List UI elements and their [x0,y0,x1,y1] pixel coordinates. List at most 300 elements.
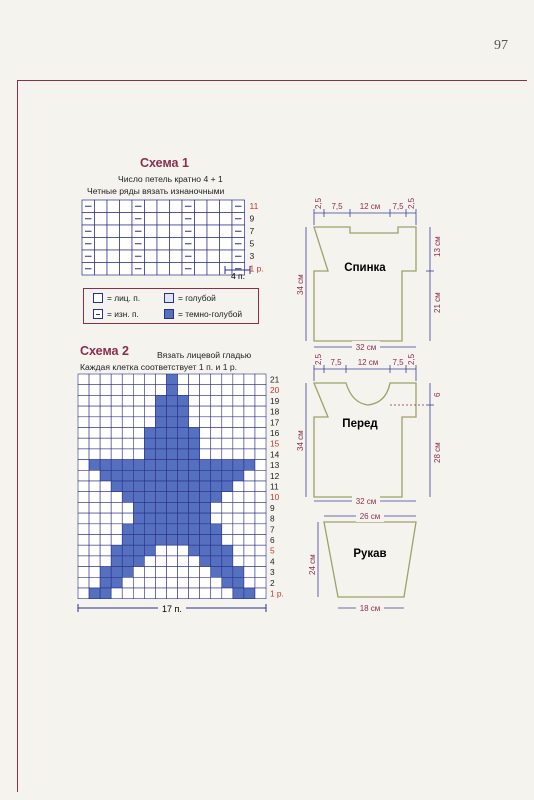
background-cell [211,577,222,588]
scheme1-row-label: 7 [249,226,255,236]
background-cell [133,449,144,460]
star-cell [155,524,166,535]
star-cell [155,460,166,471]
scheme1-cell [195,238,208,251]
background-cell [244,567,255,578]
star-cell [222,460,233,471]
background-cell [111,395,122,406]
background-cell [233,395,244,406]
background-cell [89,535,100,546]
star-cell [144,492,155,503]
scheme1-cell [195,200,208,213]
star-cell [200,460,211,471]
scheme2-row-label: 19 [270,395,280,406]
star-cell [200,481,211,492]
background-cell [211,588,222,599]
background-cell [100,438,111,449]
front-piece [296,353,442,506]
front-width: 32 см [355,497,377,506]
star-cell [233,567,244,578]
background-cell [78,449,89,460]
background-cell [133,406,144,417]
background-cell [244,470,255,481]
star-cell [211,460,222,471]
legend-purl [93,309,139,319]
background-cell [111,438,122,449]
star-cell [100,470,111,481]
scheme1-cell [120,213,133,226]
front-shoulder: 7,5 [330,358,342,367]
scheme1-cell [170,263,183,276]
star-cell [166,428,177,439]
background-cell [255,492,266,503]
star-cell [211,545,222,556]
scheme2-stitch-label: 17 п. [162,604,182,614]
star-cell [189,449,200,460]
scheme2-note-stockinette: Вязать лицевой гладью [157,350,252,360]
star-cell [144,535,155,546]
star-cell [244,460,255,471]
scheme1-cell [170,250,183,263]
scheme2-row-label: 1 р. [270,588,284,599]
scheme1-cell [95,200,108,213]
star-cell [166,406,177,417]
star-cell [189,428,200,439]
background-cell [244,395,255,406]
background-cell [189,385,200,396]
background-cell [155,567,166,578]
scheme1-cell [170,213,183,226]
back-width: 32 см [355,343,377,352]
background-cell [222,438,233,449]
background-cell [189,556,200,567]
scheme1-cell [207,238,220,251]
background-cell [189,417,200,428]
star-cell [155,438,166,449]
star-cell [166,460,177,471]
scheme1-cell [220,250,233,263]
background-cell [122,449,133,460]
scheme1-repeat-label: 4 п. [230,271,246,281]
star-cell [133,524,144,535]
background-cell [100,428,111,439]
background-cell [78,428,89,439]
background-cell [211,438,222,449]
background-cell [122,374,133,385]
star-cell [166,395,177,406]
background-cell [111,588,122,599]
background-cell [255,588,266,599]
background-cell [155,577,166,588]
scheme1-cell [157,200,170,213]
star-cell [189,470,200,481]
legend-light-blue-label: = голубой [178,293,216,303]
background-cell [255,417,266,428]
background-cell [111,524,122,535]
star-cell [178,524,189,535]
star-cell [200,502,211,513]
background-cell [200,395,211,406]
scheme2-row-label: 9 [270,502,275,513]
background-cell [133,428,144,439]
star-cell [178,417,189,428]
background-cell [122,417,133,428]
star-cell [166,385,177,396]
scheme1-cell [195,250,208,263]
background-cell [78,545,89,556]
background-cell [189,406,200,417]
star-cell [189,524,200,535]
scheme1-cell [107,263,120,276]
star-cell [211,524,222,535]
scheme1-cell [195,263,208,276]
background-cell [255,577,266,588]
scheme1-cell [157,213,170,226]
background-cell [89,492,100,503]
background-cell [144,417,155,428]
background-cell [233,481,244,492]
scheme2-row-label: 21 [270,374,280,385]
background-cell [200,449,211,460]
star-cell [211,556,222,567]
scheme2-title: Схема 2 [80,344,129,358]
star-cell [100,577,111,588]
background-cell [211,385,222,396]
legend-knit-label: = лиц. п. [107,293,141,303]
background-cell [200,567,211,578]
scheme1-cell [170,225,183,238]
star-cell [155,502,166,513]
star-cell [166,438,177,449]
star-cell [178,449,189,460]
scheme1-cell [95,225,108,238]
scheme1-cell [120,225,133,238]
front-shoulder-edge: 2,5 [314,353,323,365]
scheme1-cell [120,263,133,276]
background-cell [111,449,122,460]
scheme2-row-labels [270,375,284,599]
front-body-height: 28 см [433,442,442,463]
background-cell [222,406,233,417]
background-cell [111,513,122,524]
background-cell [144,406,155,417]
background-cell [89,385,100,396]
scheme2-note-cell: Каждая клетка соответствует 1 п. и 1 р. [80,362,238,372]
background-cell [211,513,222,524]
background-cell [233,502,244,513]
background-cell [222,417,233,428]
background-cell [233,385,244,396]
background-cell [255,385,266,396]
background-cell [122,513,133,524]
star-cell [233,470,244,481]
star-cell [166,513,177,524]
background-cell [244,577,255,588]
background-cell [244,449,255,460]
star-cell [122,481,133,492]
star-cell [144,449,155,460]
star-cell [133,492,144,503]
background-cell [144,374,155,385]
star-cell [200,524,211,535]
scheme2-row-label: 7 [270,524,275,535]
front-top-ticks [314,365,416,381]
star-cell [222,567,233,578]
background-cell [233,535,244,546]
star-cell [200,492,211,503]
background-cell [100,406,111,417]
background-cell [178,577,189,588]
star-cell [155,513,166,524]
background-cell [178,588,189,599]
background-cell [89,513,100,524]
scheme1-row-label: 11 [249,201,259,211]
background-cell [189,374,200,385]
scheme1-cell [207,225,220,238]
background-cell [211,374,222,385]
scheme1-cell [145,200,158,213]
background-cell [166,567,177,578]
background-cell [244,481,255,492]
star-cell [133,470,144,481]
background-cell [222,428,233,439]
background-cell [222,374,233,385]
star-cell [122,460,133,471]
background-cell [100,524,111,535]
background-cell [78,524,89,535]
background-cell [255,470,266,481]
background-cell [244,438,255,449]
background-cell [244,502,255,513]
star-cell [111,470,122,481]
background-cell [255,395,266,406]
background-cell [133,395,144,406]
back-shoulder-right: 7,5 [392,202,404,211]
star-cell [133,502,144,513]
scheme1-cell [207,250,220,263]
star-cell [111,567,122,578]
scheme1-cell [220,200,233,213]
background-cell [155,588,166,599]
background-cell [122,502,133,513]
background-cell [255,374,266,385]
background-cell [89,428,100,439]
star-cell [233,460,244,471]
background-cell [200,428,211,439]
star-cell [178,502,189,513]
star-cell [178,428,189,439]
star-cell [189,438,200,449]
background-cell [255,438,266,449]
background-cell [78,395,89,406]
star-cell [155,428,166,439]
background-cell [89,406,100,417]
star-cell [211,567,222,578]
back-shoulder: 7,5 [331,202,343,211]
background-cell [244,492,255,503]
pattern-pieces [290,195,460,625]
background-cell [222,502,233,513]
legend-knit [93,293,140,303]
background-cell [78,438,89,449]
star-cell [222,481,233,492]
background-cell [233,406,244,417]
background-cell [255,502,266,513]
star-cell [166,535,177,546]
background-cell [133,374,144,385]
scheme1-cell [95,213,108,226]
scheme2-row-label: 20 [270,385,280,396]
background-cell [222,385,233,396]
background-cell [133,588,144,599]
front-height: 34 см [296,430,305,451]
star-cell [178,492,189,503]
legend-light-blue [164,293,216,303]
scheme1-cell [120,238,133,251]
background-cell [100,502,111,513]
background-cell [166,577,177,588]
background-cell [78,535,89,546]
star-cell [166,374,177,385]
background-cell [255,449,266,460]
star-cell [144,524,155,535]
background-cell [89,470,100,481]
star-cell [166,470,177,481]
star-cell [144,438,155,449]
scheme1-cell [95,238,108,251]
background-cell [200,438,211,449]
background-cell [255,481,266,492]
star-cell [178,395,189,406]
background-cell [111,374,122,385]
background-cell [255,428,266,439]
background-cell [111,385,122,396]
background-cell [78,481,89,492]
star-cell [178,513,189,524]
scheme2-row-label: 14 [270,449,280,460]
background-cell [111,406,122,417]
scheme1-cell [207,213,220,226]
star-cell [222,545,233,556]
scheme1-cell [220,213,233,226]
scheme1-cell [207,263,220,276]
background-cell [78,588,89,599]
star-cell [155,395,166,406]
background-cell [100,513,111,524]
background-cell [111,502,122,513]
star-cell [178,460,189,471]
background-cell [211,395,222,406]
scheme2-row-label: 16 [270,428,280,438]
star-cell [144,502,155,513]
scheme1-cell [170,200,183,213]
background-cell [255,460,266,471]
star-cell [111,481,122,492]
background-cell [133,417,144,428]
star-cell [111,545,122,556]
background-cell [133,567,144,578]
background-cell [211,502,222,513]
star-cell [122,524,133,535]
background-cell [200,406,211,417]
star-cell [222,556,233,567]
star-cell [211,535,222,546]
background-cell [100,535,111,546]
scheme1-title: Схема 1 [140,156,189,170]
star-cell [189,535,200,546]
background-cell [100,545,111,556]
background-cell [78,374,89,385]
star-cell [111,556,122,567]
background-cell [244,406,255,417]
background-cell [200,417,211,428]
page-number: 97 [494,38,508,53]
scheme1-cell [220,238,233,251]
star-cell [144,513,155,524]
back-height: 34 см [296,274,305,295]
background-cell [255,545,266,556]
star-cell [233,577,244,588]
background-cell [122,385,133,396]
background-cell [78,470,89,481]
background-cell [89,438,100,449]
background-cell [189,567,200,578]
background-cell [233,545,244,556]
star-cell [244,588,255,599]
star-cell [155,535,166,546]
background-cell [122,577,133,588]
scheme1-note-repeat: Число петель кратно 4 + 1 [118,174,223,184]
star-cell [133,535,144,546]
background-cell [89,449,100,460]
background-cell [122,406,133,417]
back-armhole: 13 см [433,236,442,257]
background-cell [189,577,200,588]
star-cell [155,470,166,481]
background-cell [100,374,111,385]
star-cell [122,545,133,556]
background-cell [244,545,255,556]
background-cell [211,449,222,460]
star-cell [211,470,222,481]
background-cell [89,556,100,567]
back-piece [296,197,442,352]
background-cell [233,449,244,460]
background-cell [111,417,122,428]
scheme1-grid [82,200,245,275]
background-cell [89,577,100,588]
back-outline [314,227,416,341]
star-cell [200,513,211,524]
scheme1-note-even-rows: Четные ряды вязать изнаночными [87,186,225,196]
background-cell [222,395,233,406]
background-cell [244,374,255,385]
star-cell [144,545,155,556]
background-cell [111,492,122,503]
dark-blue-swatch [164,309,174,319]
background-cell [222,492,233,503]
star-cell [166,417,177,428]
background-cell [78,385,89,396]
background-cell [222,535,233,546]
star-cell [178,406,189,417]
light-blue-swatch [164,293,174,303]
background-cell [233,417,244,428]
background-cell [111,428,122,439]
scheme1-cell [95,263,108,276]
background-cell [233,438,244,449]
star-cell [155,406,166,417]
